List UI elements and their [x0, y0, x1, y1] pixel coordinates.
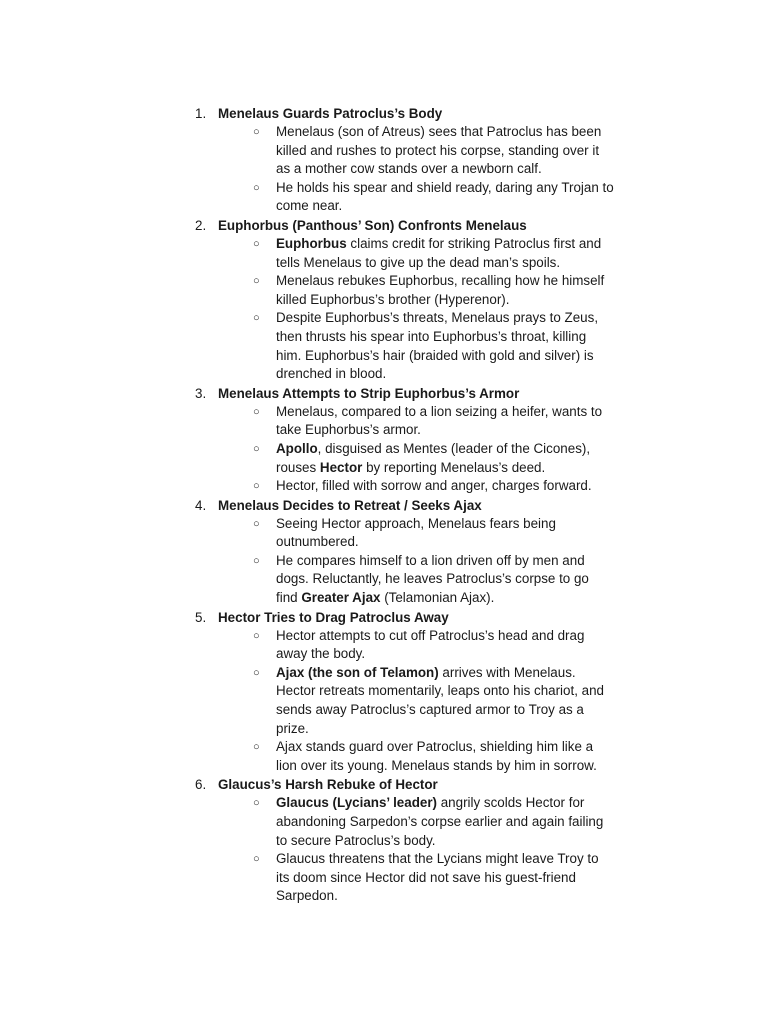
bullet-text [276, 478, 592, 493]
outline-section [0, 496, 768, 608]
bullet-circle-icon: ○ [253, 126, 260, 138]
bullet-circle-icon: ○ [253, 480, 260, 493]
list-item [0, 794, 614, 850]
bullet-circle-icon: ○ [253, 312, 260, 325]
section-heading [0, 608, 768, 627]
bold-term: Apollo [276, 440, 318, 456]
bullet-text [276, 273, 604, 307]
bullet-list [0, 235, 768, 384]
text-run: He compares himself to a lion driven off by men and dogs. Reluctantly, he leaves Patroclus’s corpse to go find [276, 552, 589, 606]
section-number: 6. [195, 777, 207, 793]
text-run: Glaucus threatens that the Lycians might leave Troy to its doom since Hector did not save his guest-friend Sarpedon. [276, 851, 599, 904]
bold-term: Hector [319, 459, 363, 475]
section-number: 2. [195, 217, 207, 233]
section-number: 3. [195, 385, 207, 401]
text-run: Hector attempts to cut off Patroclus’s head and drag away the body. [276, 627, 585, 662]
text-run: Hector, filled with sorrow and anger, charges forward. [276, 478, 592, 494]
bullet-text [276, 404, 602, 438]
bullet-text [276, 739, 597, 773]
bullet-text [276, 795, 603, 847]
list-item [0, 309, 614, 383]
bullet-circle-icon: ○ [253, 797, 260, 810]
bullet-text [276, 124, 601, 176]
list-item [0, 664, 614, 738]
section-heading [0, 496, 768, 515]
bullet-list [0, 123, 768, 216]
bullet-circle-icon: ○ [253, 517, 260, 530]
text-run: Ajax stands guard over Patroclus, shielding him like a lion over its young. Menelaus stands by him in sorrow. [276, 739, 597, 773]
outline-section [0, 608, 768, 776]
bullet-list [0, 627, 768, 776]
section-number: 1. [195, 106, 207, 121]
bullet-text [276, 851, 599, 903]
text-run: Menelaus, compared to a lion seizing a heifer, wants to take Euphorbus’s armor. [276, 403, 603, 438]
section-heading [0, 216, 768, 235]
section-title: Menelaus Decides to Retreat / Seeks Ajax [218, 497, 482, 513]
section-number: 5. [195, 609, 207, 625]
text-run: Menelaus (son of Atreus) sees that Patroclus has been killed and rushes to protect his corpse, standing over it as a mother cow stands over a newborn calf. [276, 124, 602, 177]
list-item [0, 850, 614, 906]
text-run: by reporting Menelaus’s deed. [362, 459, 546, 475]
list-item [0, 235, 614, 272]
bullet-circle-icon: ○ [253, 442, 260, 455]
outline-section [0, 216, 768, 384]
list-item [0, 403, 614, 440]
section-title: Menelaus Attempts to Strip Euphorbus’s Armor [218, 385, 520, 401]
bullet-text [276, 180, 614, 214]
bold-term: Greater Ajax [301, 590, 381, 606]
bold-term: Ajax (the son of Telamon) [276, 664, 439, 680]
list-item [0, 627, 614, 664]
bold-term: Euphorbus [276, 235, 347, 251]
bullet-circle-icon: ○ [253, 405, 260, 418]
text-run: He holds his spear and shield ready, daring any Trojan to come near. [276, 179, 614, 214]
section-title: Menelaus Guards Patroclus’s Body [218, 106, 443, 121]
section-heading [0, 384, 768, 403]
bullet-text [276, 310, 598, 381]
list-item [0, 179, 614, 216]
list-item [0, 272, 614, 309]
text-run: arrives with Menelaus. Hector retreats momentarily, leaps onto his chariot, and sends away Patroclus’s captured armor to Troy as a prize. [276, 664, 604, 736]
list-item [0, 123, 614, 179]
section-heading [0, 775, 768, 794]
section-title: Glaucus’s Harsh Rebuke of Hector [218, 777, 438, 793]
section-number: 4. [195, 497, 207, 513]
text-run: claims credit for striking Patroclus first and tells Menelaus to give up the dead man’s spoils. [276, 235, 602, 270]
section-title: Euphorbus (Panthous’ Son) Confronts Menelaus [218, 217, 527, 233]
bullet-circle-icon: ○ [253, 181, 260, 194]
list-item [0, 477, 614, 496]
bullet-list [0, 794, 768, 906]
outline-section [0, 104, 768, 216]
bullet-text [276, 553, 589, 605]
bullet-circle-icon: ○ [253, 629, 260, 642]
bullet-circle-icon: ○ [253, 853, 260, 866]
outline-section [0, 384, 768, 496]
bullet-circle-icon: ○ [253, 237, 260, 250]
bullet-circle-icon: ○ [253, 554, 260, 567]
bullet-circle-icon: ○ [253, 741, 260, 754]
text-run: , disguised as Mentes (leader of the Cicones), rouses [276, 440, 591, 475]
bullet-circle-icon: ○ [253, 275, 260, 288]
text-run: angrily scolds Hector for abandoning Sarpedon’s corpse earlier and again failing to secure Patroclus’s body. [276, 795, 604, 848]
bullet-text [276, 628, 584, 662]
list-item [0, 552, 614, 608]
bullet-text [276, 516, 556, 550]
bullet-list [0, 515, 768, 608]
text-run: Seeing Hector approach, Menelaus fears being outnumbered. [276, 515, 556, 550]
list-item [0, 440, 614, 477]
bullet-list [0, 403, 768, 496]
outline-section [0, 775, 768, 906]
bullet-circle-icon: ○ [253, 666, 260, 679]
bullet-text [276, 441, 590, 475]
text-run: Despite Euphorbus’s threats, Menelaus prays to Zeus, then thrusts his spear into Euphorbus’s throat, killing him. Euphorbus’s hair (braided with gold and silver) is drenched in blood. [276, 310, 599, 382]
bullet-text [276, 236, 601, 270]
text-run: Menelaus rebukes Euphorbus, recalling how he himself killed Euphorbus’s brother (Hyperenor). [276, 273, 605, 307]
section-title: Hector Tries to Drag Patroclus Away [218, 609, 449, 625]
bullet-text [276, 665, 604, 736]
list-item [0, 515, 614, 552]
bold-term: Glaucus (Lycians’ leader) [276, 795, 438, 811]
document-page [0, 104, 768, 906]
text-run: (Telamonian Ajax). [380, 590, 495, 606]
list-item [0, 738, 614, 775]
section-heading [0, 104, 768, 123]
